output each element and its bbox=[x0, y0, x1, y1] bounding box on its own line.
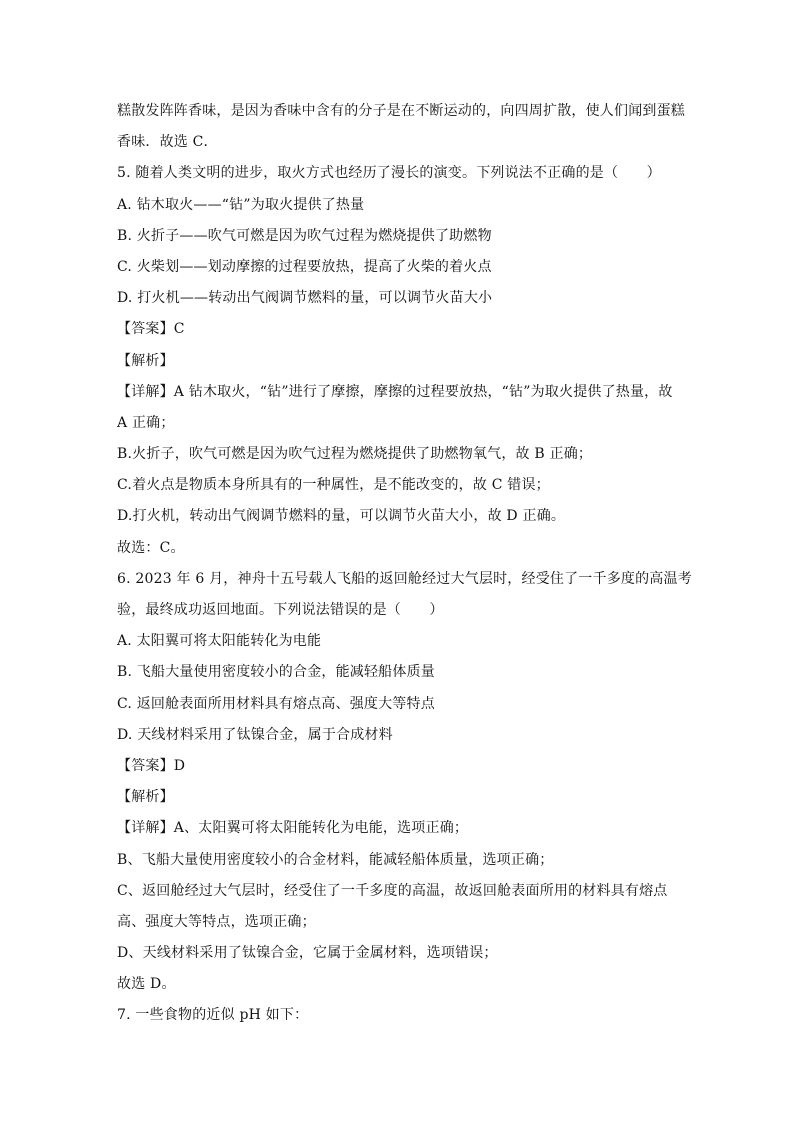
question-7-stem: 7. 一些食物的近似 pH 如下： bbox=[117, 1007, 309, 1024]
question-6-stem: 6. 2023 年 6 月，神舟十五号载人飞船的返回舱经过大气层时，经受住了一千多度的高温考 bbox=[117, 570, 692, 587]
question-6-option-c: C. 返回舱表面所用材料具有熔点高、强度大等特点 bbox=[117, 695, 435, 712]
intro-line: 糕散发阵阵香味，是因为香味中含有的分子是在不断运动的，向四周扩散，使人们闻到蛋糕 bbox=[117, 103, 685, 119]
question-6-analysis-line: 【详解】A、太阳翼可将太阳能转化为电能，选项正确； bbox=[117, 820, 469, 837]
question-5-analysis-line: 【详解】A 钻木取火，“钻”进行了摩擦，摩擦的过程要放热，“钻”为取火提供了热量，故 bbox=[117, 383, 673, 400]
question-6-answer: 【答案】D bbox=[117, 757, 186, 774]
question-5-analysis-line: 故选：C。 bbox=[117, 539, 185, 556]
question-6-option-a: A. 太阳翼可将太阳能转化为电能 bbox=[117, 633, 322, 650]
question-6-analysis-label: 【解析】 bbox=[117, 789, 174, 806]
question-5-analysis-line: D.打火机，转动出气阀调节燃料的量，可以调节火苗大小，故 D 正确。 bbox=[117, 508, 566, 525]
question-5-option-b: B. 火折子——吹气可燃是因为吹气过程为燃烧提供了助燃物 bbox=[117, 227, 492, 244]
document-page bbox=[117, 96, 692, 1032]
question-5-analysis-label: 【解析】 bbox=[117, 352, 174, 369]
question-5-analysis-line: C.着火点是物质本身所具有的一种属性，是不能改变的，故 C 错误； bbox=[117, 477, 550, 494]
intro-line: 香味．故选 C． bbox=[117, 134, 218, 151]
question-5-option-c: C. 火柴划——划动摩擦的过程要放热，提高了火柴的着火点 bbox=[117, 258, 492, 275]
question-6-analysis-line: 故选 D。 bbox=[117, 976, 176, 993]
question-6-analysis-line: 高、强度大等特点，选项正确； bbox=[117, 913, 316, 930]
question-5-answer: 【答案】C bbox=[117, 321, 185, 338]
question-5-analysis-line: A 正确； bbox=[117, 414, 175, 431]
question-6-option-b: B. 飞船大量使用密度较小的合金，能减轻船体质量 bbox=[117, 664, 435, 681]
question-5-option-d: D. 打火机——转动出气阀调节燃料的量，可以调节火苗大小 bbox=[117, 290, 493, 307]
question-6-analysis-line: D、天线材料采用了钛镍合金，它属于金属材料，选项错误； bbox=[117, 945, 498, 962]
question-6-option-d: D. 天线材料采用了钛镍合金，属于合成材料 bbox=[117, 726, 393, 743]
question-5-stem: 5. 随着人类文明的进步，取火方式也经历了漫长的演变。下列说法不正确的是（ ） bbox=[117, 165, 661, 182]
question-5-analysis-line: B.火折子，吹气可燃是因为吹气过程为燃烧提供了助燃物氧气，故 B 正确； bbox=[117, 446, 593, 463]
question-5-option-a: A. 钻木取火——“钻”为取火提供了热量 bbox=[117, 196, 365, 213]
question-6-analysis-line: C、返回舱经过大气层时，经受住了一千多度的高温，故返回舱表面所用的材料具有熔点 bbox=[117, 882, 668, 899]
question-6-analysis-line: B、飞船大量使用密度较小的合金材料，能减轻船体质量，选项正确； bbox=[117, 851, 554, 868]
question-6-stem: 验，最终成功返回地面。下列说法错误的是（ ） bbox=[117, 602, 444, 618]
